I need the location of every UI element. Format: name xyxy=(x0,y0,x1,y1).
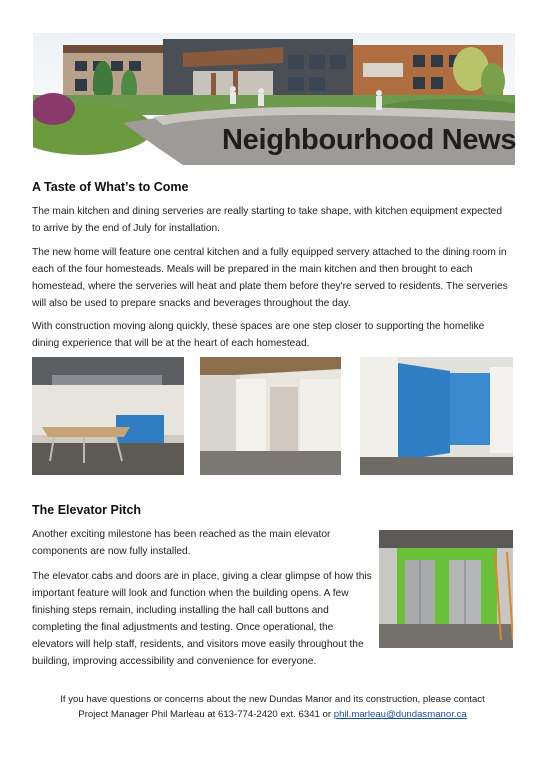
blue-wall-servery-photo xyxy=(360,357,513,475)
section-heading-elevator: The Elevator Pitch xyxy=(32,503,142,517)
section1-paragraph-2: The new home will feature one central kitchen and a fully equipped servery attached to the dining room in each of the four homesteads. Meals will be prepared in the main kitchen and then brought to each homestead, where the serveries will heat and plate them before they're served to residents. The serveries will also be used to prepare snacks and beverages throughout the day. xyxy=(32,247,508,309)
footer-line-1: If you have questions or concerns about the new Dundas Manor and its construction, please contact xyxy=(60,694,485,705)
section2-paragraph-2: The elevator cabs and doors are in place, giving a clear glimpse of how this important feature will look and function when the building opens. A few finishing steps remain, including installing the hall call buttons and completing the final adjustments and testing. Once operational, the elevators will help staff, residents, and visitors move easily throughout the building, improving accessibility and convenience for everyone. xyxy=(32,571,372,667)
section1-paragraph-1: The main kitchen and dining serveries are really starting to take shape, with kitchen equipment expected to arrive by the end of July for installation. xyxy=(32,206,503,234)
section-heading-taste: A Taste of What’s to Come xyxy=(32,180,189,194)
section1-paragraph-3: With construction moving along quickly, these spaces are one step closer to supporting the homelike dining experience that will be at the heart of each homestead. xyxy=(32,321,485,349)
kitchen-construction-photo xyxy=(32,357,184,475)
contact-footer xyxy=(40,692,505,722)
elevator-installation-photo xyxy=(379,530,513,648)
contact-email-link[interactable]: phil.marleau@dundasmanor.ca xyxy=(333,709,467,720)
servery-room-photo xyxy=(200,357,341,475)
masthead-title: Neighbourhood News xyxy=(222,124,517,156)
footer-line-2 xyxy=(40,707,505,722)
section2-paragraph-1: Another exciting milestone has been reached as the main elevator components are now fully installed. xyxy=(32,529,331,557)
footer-contact-text: Project Manager Phil Marleau at 613-774-2420 ext. 6341 or xyxy=(78,709,334,720)
